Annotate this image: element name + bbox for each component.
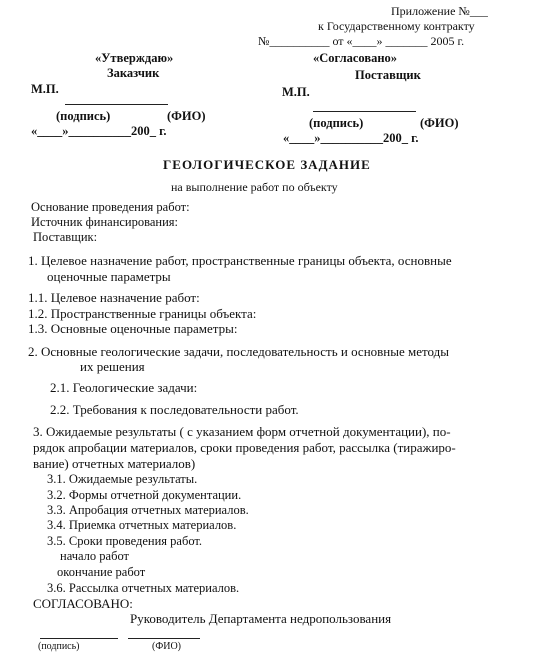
section-3-2: 3.2. Формы отчетной документации.	[47, 488, 242, 502]
approve-signature-line	[65, 104, 168, 105]
appendix-label: Приложение №___	[391, 4, 488, 18]
approve-stamp: М.П.	[31, 82, 59, 96]
section-3-heading-a: 3. Ожидаемые результаты ( с указанием форм отчетной документации), по-	[33, 424, 451, 439]
contract-label: к Государственному контракту	[318, 19, 475, 33]
supplier-line: Поставщик:	[33, 230, 98, 244]
document-subtitle: на выполнение работ по объекту	[171, 180, 338, 194]
section-3-5-end: окончание работ	[57, 565, 146, 579]
section-3-1: 3.1. Ожидаемые результаты.	[47, 472, 198, 486]
section-2-1: 2.1. Геологические задачи:	[50, 380, 198, 395]
section-3-5-start: начало работ	[60, 549, 130, 563]
section-3-6: 3.6. Рассылка отчетных материалов.	[47, 581, 240, 595]
section-1-1: 1.1. Целевое назначение работ:	[28, 290, 200, 305]
section-3-heading-c: вание) отчетных материалов)	[33, 456, 196, 471]
section-3-heading-b: рядок апробации материалов, сроки проведения работ, рассылка (тиражиро-	[33, 440, 456, 455]
section-2-heading: 2. Основные геологические задачи, последовательность и основные методы	[28, 344, 449, 359]
approve-name-label: (ФИО)	[167, 109, 206, 123]
section-1-3: 1.3. Основные оценочные параметры:	[28, 321, 238, 336]
section-2-2: 2.2. Требования к последовательности работ.	[50, 402, 299, 417]
agree-stamp: М.П.	[282, 85, 310, 99]
section-1-heading: 1. Целевое назначение работ, пространственные границы объекта, основные	[28, 253, 452, 268]
section-2-heading-cont: их решения	[80, 359, 145, 374]
section-1-2: 1.2. Пространственные границы объекта:	[28, 306, 257, 321]
approve-sign-label: (подпись)	[56, 109, 111, 123]
footer-name-line	[128, 638, 200, 639]
section-1-heading-cont: оценочные параметры	[47, 269, 171, 284]
document-title: ГЕОЛОГИЧЕСКОЕ ЗАДАНИЕ	[163, 157, 371, 172]
contract-number-line: №__________ от «____» _______ 2005 г.	[258, 34, 465, 48]
agree-sign-label: (подпись)	[309, 116, 364, 130]
agree-name-label: (ФИО)	[420, 116, 459, 130]
footer-name-label: (ФИО)	[152, 641, 182, 652]
approve-heading: «Утверждаю»	[95, 51, 174, 65]
section-3-3: 3.3. Апробация отчетных материалов.	[47, 503, 249, 517]
agree-party: Поставщик	[355, 68, 421, 82]
section-3-4: 3.4. Приемка отчетных материалов.	[47, 518, 237, 532]
approve-date-line: «____»__________200_ г.	[31, 124, 167, 138]
funding-line: Источник финансирования:	[31, 215, 179, 229]
agree-date-line: «____»__________200_ г.	[283, 131, 419, 145]
section-3-5: 3.5. Сроки проведения работ.	[47, 534, 203, 548]
department-head-label: Руководитель Департамента недропользования	[130, 611, 392, 626]
agreed-label: СОГЛАСОВАНО:	[33, 596, 133, 611]
agree-signature-line	[313, 111, 416, 112]
footer-sign-label: (подпись)	[38, 641, 80, 652]
agree-heading: «Согласовано»	[313, 51, 398, 65]
approve-party: Заказчик	[107, 66, 160, 80]
basis-line: Основание проведения работ:	[31, 200, 190, 214]
footer-signature-line	[40, 638, 118, 639]
